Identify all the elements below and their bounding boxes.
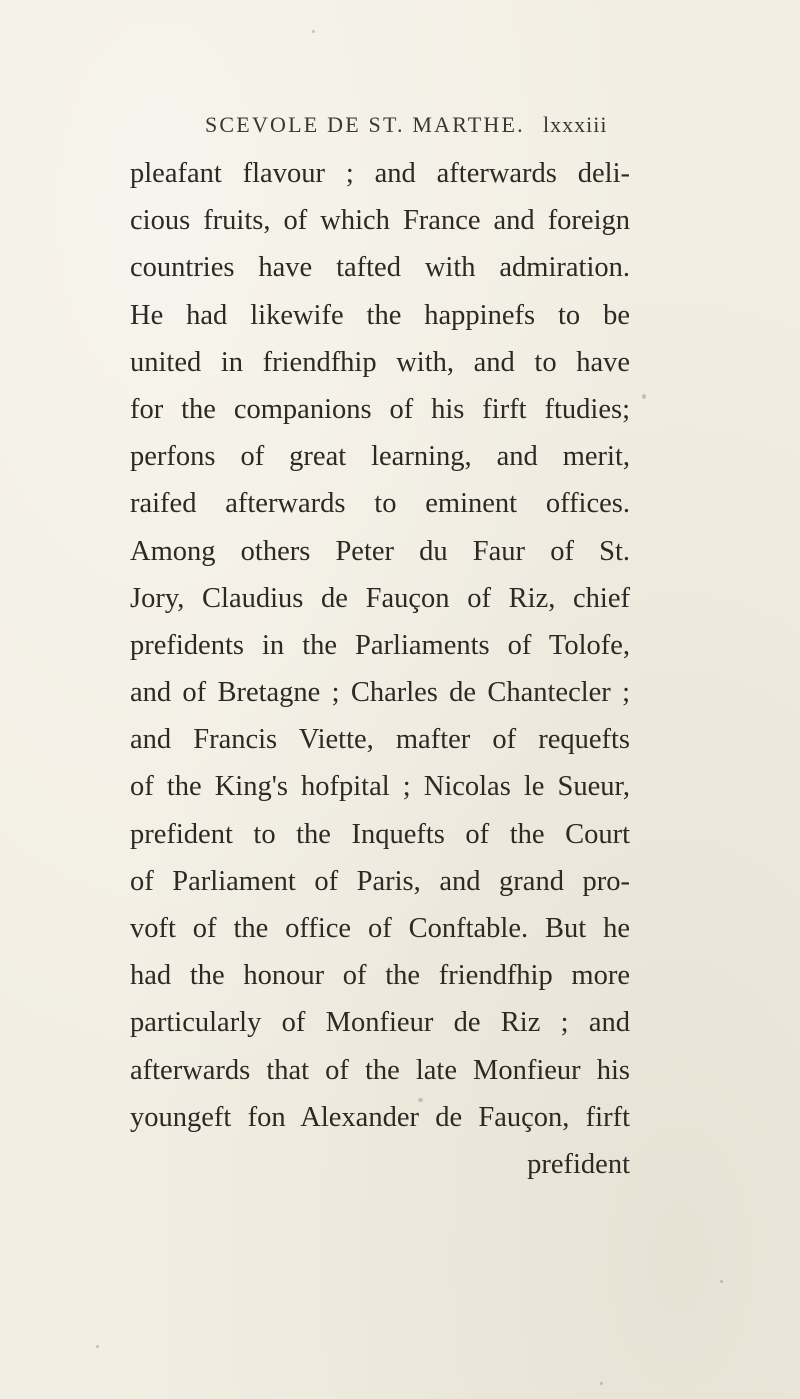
paper-speck: [96, 1345, 99, 1348]
text-line: of Parliament of Paris, and grand pro-: [130, 865, 630, 897]
text-line: Among others Peter du Faur of St.: [130, 535, 630, 567]
text-line: Jory, Claudius de Fauçon of Riz, chief: [130, 582, 630, 614]
text-line: had the honour of the friendfhip more: [130, 960, 630, 992]
text-line: pleafant flavour ; and afterwards deli-: [130, 158, 630, 189]
text-line: of the King's hofpital ; Nicolas le Sueur,: [130, 771, 630, 803]
paper-speck: [600, 1382, 603, 1385]
text-line: united in friendfhip with, and to have: [130, 346, 630, 378]
text-line: particularly of Monfieur de Riz ; and: [130, 1007, 630, 1039]
paper-speck: [720, 1280, 723, 1283]
text-line: perfons of great learning, and merit,: [130, 441, 630, 473]
body-text: [130, 150, 630, 1188]
text-line: voft of the office of Conftable. But he: [130, 913, 630, 944]
catchword: prefident: [527, 1148, 630, 1180]
text-line: countries have tafted with admiration.: [130, 252, 630, 284]
text-line: and Francis Viette, mafter of requefts: [130, 724, 630, 756]
text-line: prefident to the Inquefts of the Court: [130, 818, 630, 850]
running-head: [205, 112, 635, 142]
text-line: cious fruits, of which France and foreign: [130, 205, 630, 237]
text-line: youngeft fon Alexander de Fauçon, firft: [130, 1101, 630, 1133]
running-head-title: SCEVOLE DE ST. MARTHE.: [205, 112, 525, 137]
paper-speck: [418, 1098, 423, 1102]
text-line: He had likewife the happinefs to be: [130, 299, 630, 331]
text-line: prefidents in the Parliaments of Tolofe,: [130, 629, 630, 661]
paper-speck: [642, 394, 646, 399]
page-number: lxxxiii: [543, 112, 608, 137]
text-line: raifed afterwards to eminent offices.: [130, 488, 630, 520]
text-line: for the companions of his firft ftudies;: [130, 393, 630, 425]
text-line: afterwards that of the late Monfieur his: [130, 1054, 630, 1086]
paper-speck: [312, 30, 315, 33]
text-line: and of Bretagne ; Charles de Chantecler ;: [130, 677, 630, 709]
